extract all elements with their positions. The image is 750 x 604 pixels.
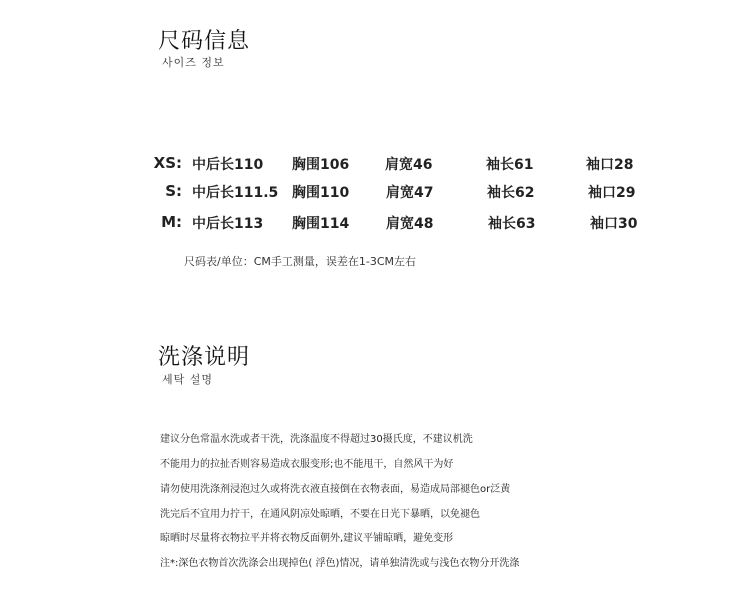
size-note: 尺码表/单位：CM手工测量，误差在1-3CM左右: [184, 255, 417, 268]
chest-value: 胸围114: [292, 216, 350, 232]
size-info-title: 尺码信息: [158, 29, 251, 54]
sleeve-value: 袖长61: [486, 157, 534, 173]
wash-line: 晾晒时尽量将衣物拉平并将衣物反面朝外,建议平铺晾晒，避免变形: [160, 533, 454, 544]
length-value: 中后长110: [192, 157, 264, 173]
shoulder-value: 肩宽48: [386, 216, 434, 232]
cuff-value: 袖口29: [588, 185, 636, 201]
shoulder-value: 肩宽46: [385, 157, 433, 173]
chest-value: 胸围110: [292, 185, 350, 201]
wash-info-subtitle: 세탁 설명: [162, 373, 214, 386]
length-value: 中后长113: [192, 216, 264, 232]
wash-line: 建议分色常温水洗或者干洗，洗涤温度不得超过30摄氏度，不建议机洗: [160, 434, 473, 445]
cuff-value: 袖口28: [586, 157, 634, 173]
sleeve-value: 袖长63: [488, 216, 536, 232]
wash-info-title: 洗涤说明: [158, 345, 251, 370]
shoulder-value: 肩宽47: [386, 185, 434, 201]
size-label: M:: [161, 213, 182, 231]
size-info-subtitle: 사이즈 정보: [162, 56, 225, 69]
wash-line: 洗完后不宜用力拧干，在通风阴凉处晾晒，不要在日光下暴晒，以免褪色: [160, 509, 480, 520]
length-value: 中后长111.5: [192, 185, 279, 201]
wash-line: 注*:深色衣物首次洗涤会出现掉色( 浮色)情况，请单独清洗或与浅色衣物分开洗涤: [160, 558, 520, 569]
chest-value: 胸围106: [292, 157, 350, 173]
wash-line: 请勿使用洗涤剂浸泡过久或将洗衣液直接倒在衣物表面，易造成局部褪色or泛黄: [160, 484, 511, 495]
size-label: S:: [165, 182, 182, 200]
cuff-value: 袖口30: [590, 216, 638, 232]
size-label: XS:: [153, 154, 182, 172]
wash-line: 不能用力的拉扯否则容易造成衣服变形;也不能甩干，自然风干为好: [160, 459, 454, 470]
sleeve-value: 袖长62: [487, 185, 535, 201]
